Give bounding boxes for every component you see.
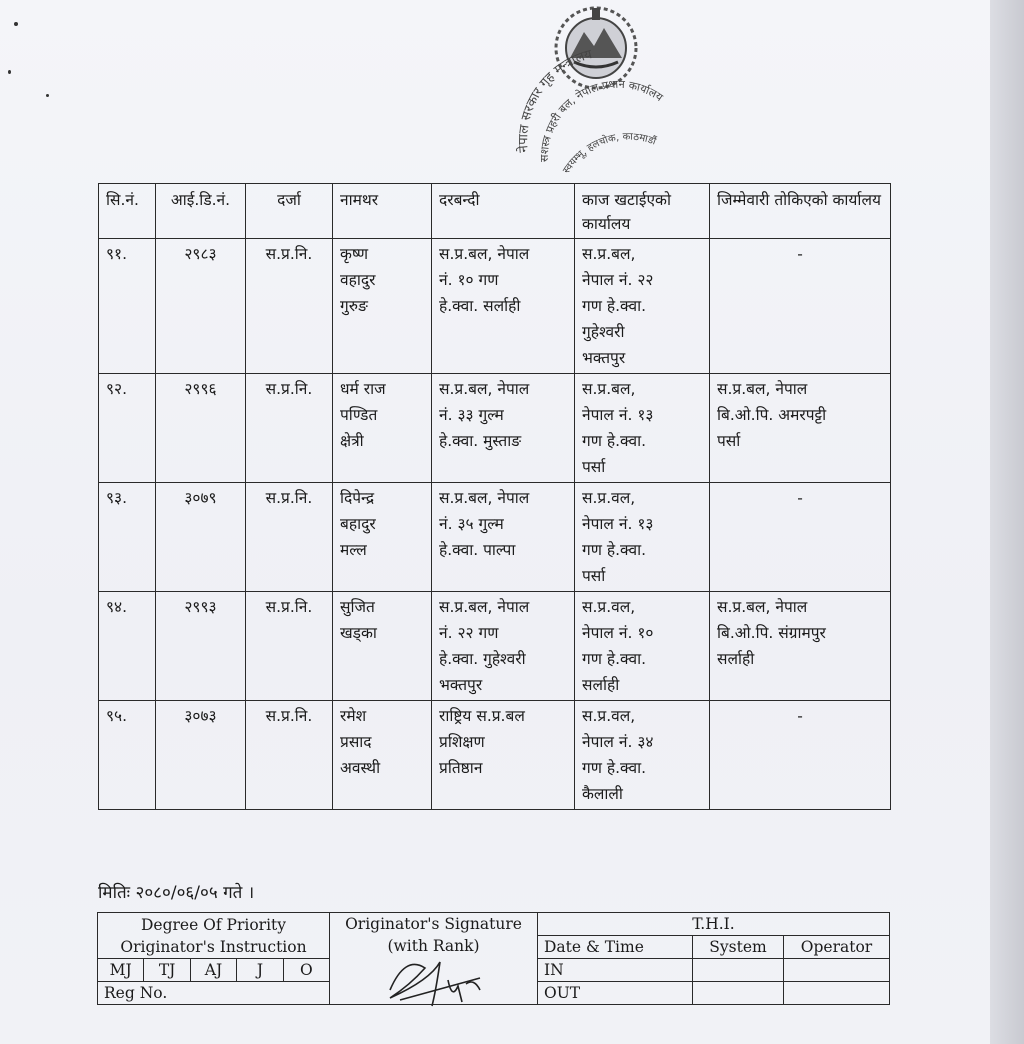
seal-inner-text: सशस्त्र प्रहरी बल, नेपाल प्रधान कार्यालय [537,77,666,163]
posting-cell-line: नं. २२ गण [439,624,499,642]
signature-title: Originator's Signature [345,915,522,933]
name-cell-line: मल्ल [340,541,367,559]
emblem-icon [556,8,636,88]
posting-cell [432,374,575,483]
rank-cell: स.प्र.नि. [246,483,333,592]
deputed-office-cell-line: स.प्र.वल, [582,598,636,616]
serial-cell: ९५. [99,701,156,810]
posting-cell-line: स.प्र.बल, नेपाल [439,380,530,398]
name-cell-line: दिपेन्द्र [340,489,375,507]
priority-code: TJ [144,959,190,981]
priority-title: Degree Of Priority [140,915,287,934]
deputed-office-cell-line: गण हे.क्वा. [582,650,647,668]
posting-cell-line: स.प्र.बल, नेपाल [439,598,530,616]
seal-location-text: स्वयम्भू, हलचोक, काठमाडौं [561,131,658,176]
table-row [99,483,891,592]
name-cell [333,592,432,701]
id-cell: ३०७९ [156,483,246,592]
priority-code: O [299,961,313,979]
deputed-office-cell-line: गण हे.क्वा. [582,297,647,315]
deputed-office-cell-line: भक्तपुर [582,349,626,367]
deputed-office-cell-line: नेपाल नं. १३ [582,515,654,533]
posting-cell-line: प्रतिष्ठान [439,759,483,777]
deputed-office-cell [575,592,710,701]
deputed-office-cell-line: स.प्र.वल, [582,489,636,507]
name-cell-line: वहादुर [340,271,376,289]
scan-speck [46,94,49,97]
header-rank: दर्जा [246,184,333,239]
posting-cell-line: स.प्र.बल, नेपाल [439,489,530,507]
name-cell [333,239,432,374]
deputed-office-cell-line: स.प्र.बल, [582,245,636,263]
deputed-office-cell-line: कैलाली [582,785,623,803]
posting-cell-line: नं. १० गण [439,271,499,289]
table-row [99,592,891,701]
header-assigned-office: जिम्मेवारी तोकिएको कार्यालय [710,184,891,239]
posting-cell-line: स.प्र.बल, नेपाल [439,245,530,263]
name-cell-line: धर्म राज [340,380,386,398]
assigned-office-cell-line: सर्लाही [717,650,755,668]
assigned-office-cell-line: - [797,489,803,507]
deputed-office-cell-line: नेपाल नं. १० [582,624,654,642]
id-cell: २९९६ [156,374,246,483]
deputed-office-cell [575,483,710,592]
serial-cell: ९४. [99,592,156,701]
posting-cell-line: भक्तपुर [439,676,483,694]
signature-subtitle: (with Rank) [387,937,480,955]
scan-speck [14,22,18,26]
deputed-office-cell-line: नेपाल नं. २२ [582,271,654,289]
date-time-label: Date & Time [538,936,693,959]
name-cell [333,701,432,810]
out-operator-cell [784,982,890,1005]
deputed-office-cell-line: गण हे.क्वा. [582,759,647,777]
priority-code: MJ [98,959,144,981]
in-operator-cell [784,959,890,982]
name-cell [333,483,432,592]
deputed-office-cell-line: नेपाल नं. ३४ [582,733,654,751]
assigned-office-cell [710,374,891,483]
deputed-office-cell-line: गण हे.क्वा. [582,432,647,450]
table-row [99,374,891,483]
assigned-office-cell-line: पर्सा [717,432,741,450]
svg-text:स्वयम्भू, हलचोक, काठमाडौं [561,132,658,176]
priority-codes [98,959,330,982]
table-row [99,239,891,374]
official-seal [488,2,718,182]
system-label: System [693,936,784,959]
name-cell-line: खड्का [340,624,377,642]
deputed-office-cell-line: सर्लाही [582,676,620,694]
deputed-office-cell [575,239,710,374]
operator-label: Operator [784,936,890,959]
id-cell: ३०७३ [156,701,246,810]
id-cell: २९९३ [156,592,246,701]
deputed-office-cell-line: स.प्र.बल, [582,380,636,398]
deputed-office-cell [575,374,710,483]
assigned-office-cell [710,483,891,592]
handwritten-signature [370,950,500,1010]
posting-cell-line: राष्ट्रिय स.प्र.बल [439,707,525,725]
deputed-office-cell [575,701,710,810]
name-cell [333,374,432,483]
name-cell-line: क्षेत्री [340,432,364,450]
reg-no-label: Reg No. [98,982,330,1005]
assigned-office-cell-line: बि.ओ.पि. अमरपट्टी [717,406,827,424]
instruction-title: Originator's Instruction [120,937,307,956]
priority-code: J [237,959,283,981]
assigned-office-cell [710,239,891,374]
assigned-office-cell [710,701,891,810]
assigned-office-cell-line: बि.ओ.पि. संग्रामपुर [717,624,826,642]
posting-cell-line: नं. ३५ गुल्म [439,515,504,533]
table-header-row [99,184,891,239]
posting-cell-line: नं. ३३ गुल्म [439,406,504,424]
posting-cell [432,483,575,592]
deputed-office-cell-line: नेपाल नं. १३ [582,406,654,424]
posting-cell-line: प्रशिक्षण [439,733,485,751]
rank-cell: स.प्र.नि. [246,374,333,483]
id-cell: २९८३ [156,239,246,374]
posting-cell-line: हे.क्वा. मुस्ताङ [439,432,522,450]
table-row [99,701,891,810]
deputed-office-cell-line: पर्सा [582,567,606,585]
deputed-office-cell-line: गण हे.क्वा. [582,541,647,559]
name-cell-line: सुजित [340,598,375,616]
deputed-office-cell-line: पर्सा [582,458,606,476]
name-cell-line: अवस्थी [340,759,381,777]
out-system-cell [693,982,784,1005]
posting-cell [432,592,575,701]
posting-cell-line: हे.क्वा. गुहेश्वरी [439,650,526,668]
rank-cell: स.प्र.नि. [246,701,333,810]
serial-cell: ९३. [99,483,156,592]
rank-cell: स.प्र.नि. [246,239,333,374]
in-label: IN [538,959,693,982]
name-cell-line: बहादुर [340,515,376,533]
date-line: मितिः २०८०/०६/०५ गते । [98,883,255,903]
posting-cell-line: हे.क्वा. सर्लाही [439,297,521,315]
assigned-office-cell-line: - [797,707,803,725]
priority-code: AJ [191,959,237,981]
rank-cell: स.प्र.नि. [246,592,333,701]
serial-cell: ९१. [99,239,156,374]
header-serial: सि.नं. [99,184,156,239]
deputed-office-cell-line: स.प्र.वल, [582,707,636,725]
name-cell-line: रमेश [340,707,367,725]
posting-cell [432,701,575,810]
header-name: नामथर [333,184,432,239]
posting-cell [432,239,575,374]
scan-speck [8,70,11,74]
header-id: आई.डि.नं. [156,184,246,239]
posting-cell-line: हे.क्वा. पाल्पा [439,541,516,559]
name-cell-line: प्रसाद [340,733,372,751]
in-system-cell [693,959,784,982]
name-cell-line: पण्डित [340,406,378,424]
serial-cell: ९२. [99,374,156,483]
assigned-office-cell-line: - [797,245,803,263]
scan-edge [990,0,1024,1044]
assigned-office-cell [710,592,891,701]
header-deputed-office: काज खटाईएको कार्यालय [575,184,710,239]
personnel-table [98,183,891,810]
name-cell-line: गुरुङ [340,297,368,315]
priority-cell [98,913,330,959]
out-label: OUT [538,982,693,1005]
assigned-office-cell-line: स.प्र.बल, नेपाल [717,598,808,616]
deputed-office-cell-line: गुहेश्वरी [582,323,625,341]
svg-text:सशस्त्र प्रहरी बल, नेपाल प्रधा [538,78,666,162]
header-posting: दरबन्दी [432,184,575,239]
thi-title: T.H.I. [538,913,890,936]
assigned-office-cell-line: स.प्र.बल, नेपाल [717,380,808,398]
seal-outer-text: नेपाल सरकार गृह मन्त्रालय [516,47,594,154]
name-cell-line: कृष्ण [340,245,369,263]
